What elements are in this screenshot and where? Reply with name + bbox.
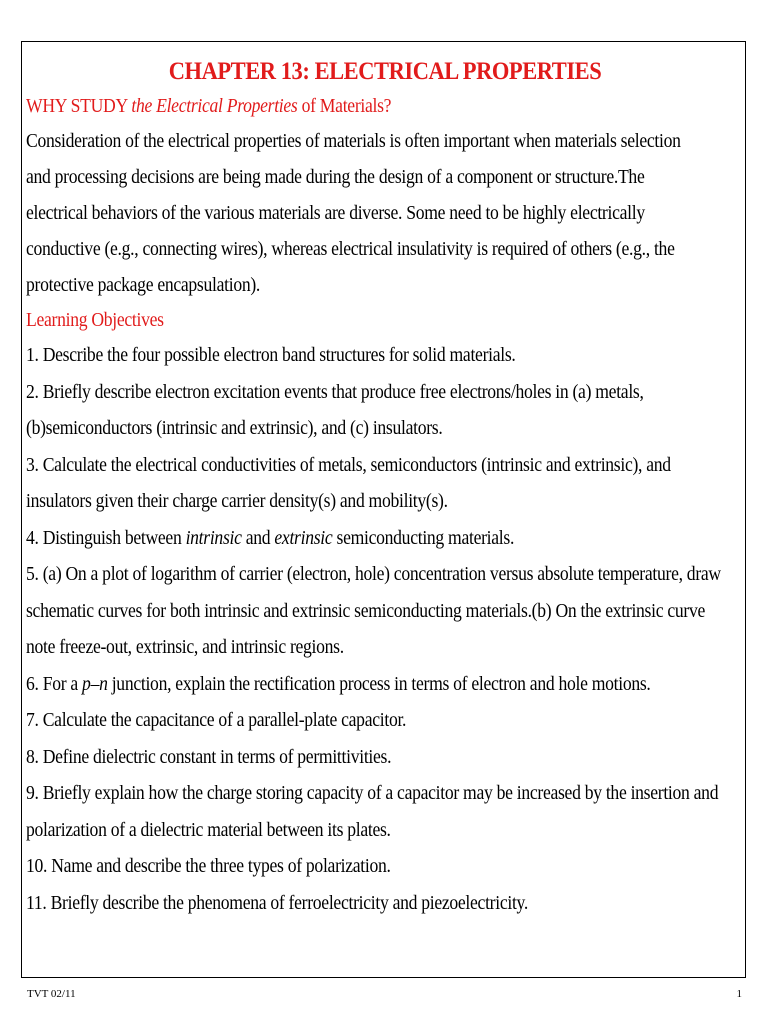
- intro-line: electrical behaviors of the various materials are diverse. Some need to be highly electrically: [26, 202, 645, 224]
- objective-6-text: junction, explain the rectification process in terms of electron and hole motions.: [107, 672, 651, 695]
- intro-line: conductive (e.g., connecting wires), whereas electrical insulativity is required of others (e.g., the: [26, 238, 675, 260]
- intro-paragraph: [26, 123, 744, 303]
- why-study-suffix: of Materials?: [297, 95, 392, 117]
- objective-3-line-1: 3. Calculate the electrical conductivities of metals, semiconductors (intrinsic and extrinsic), and: [26, 453, 671, 476]
- slide-content: [26, 55, 744, 921]
- objective-2-line-2: (b)semiconductors (intrinsic and extrinsic), and (c) insulators.: [26, 417, 443, 439]
- objective-10: 10. Name and describe the three types of polarization.: [26, 855, 391, 877]
- footer-label: TVT 02/11: [27, 988, 76, 1000]
- why-study-heading: [26, 89, 643, 123]
- objective-9-line-2: polarization of a dielectric material between its plates.: [26, 818, 391, 841]
- objective-4-text: and: [241, 526, 275, 549]
- objective-6-text: 6. For a: [26, 672, 83, 695]
- intro-line: Consideration of the electrical properties of materials is often important when materials selection: [26, 130, 681, 152]
- pn-term: p–n: [82, 672, 108, 695]
- objective-2-line-1: 2. Briefly describe electron excitation events that produce free electrons/holes in (a) metals,: [26, 380, 644, 403]
- extrinsic-term: extrinsic: [274, 526, 333, 549]
- chapter-title: CHAPTER 13: ELECTRICAL PROPERTIES: [168, 58, 602, 85]
- objective-4-text: semiconducting materials.: [332, 526, 515, 549]
- objective-5-line-2: schematic curves for both intrinsic and extrinsic semiconducting materials.(b) On the extrinsic curve: [26, 599, 705, 622]
- objectives-list: [26, 337, 744, 921]
- objective-11: 11. Briefly describe the phenomena of ferroelectricity and piezoelectricity.: [26, 891, 529, 914]
- objective-5-line-3: note freeze-out, extrinsic, and intrinsic regions.: [26, 636, 344, 658]
- objective-7: 7. Calculate the capacitance of a parallel-plate capacitor.: [26, 709, 407, 731]
- intrinsic-term: intrinsic: [185, 526, 242, 549]
- why-study-prefix: WHY STUDY: [26, 95, 132, 117]
- learning-objectives-heading: Learning Objectives: [26, 309, 164, 331]
- intro-line: protective package encapsulation).: [26, 274, 261, 296]
- page-number: 1: [736, 988, 742, 1000]
- objective-1: 1. Describe the four possible electron band structures for solid materials.: [26, 344, 516, 366]
- objective-4-text: 4. Distinguish between: [26, 526, 186, 549]
- objective-4: [26, 520, 643, 557]
- objective-5-line-1: 5. (a) On a plot of logarithm of carrier (electron, hole) concentration versus absolute temperature, draw: [26, 563, 721, 585]
- objective-9-line-1: 9. Briefly explain how the charge storing capacity of a capacitor may be increased by the insertion and: [26, 782, 719, 804]
- intro-line: and processing decisions are being made during the design of a component or structure.The: [26, 166, 645, 188]
- objective-8: 8. Define dielectric constant in terms of permittivities.: [26, 745, 392, 768]
- objective-6: [26, 666, 651, 703]
- why-study-italic: the Electrical Properties: [131, 95, 298, 117]
- objective-3-line-2: insulators given their charge carrier density(s) and mobility(s).: [26, 490, 448, 512]
